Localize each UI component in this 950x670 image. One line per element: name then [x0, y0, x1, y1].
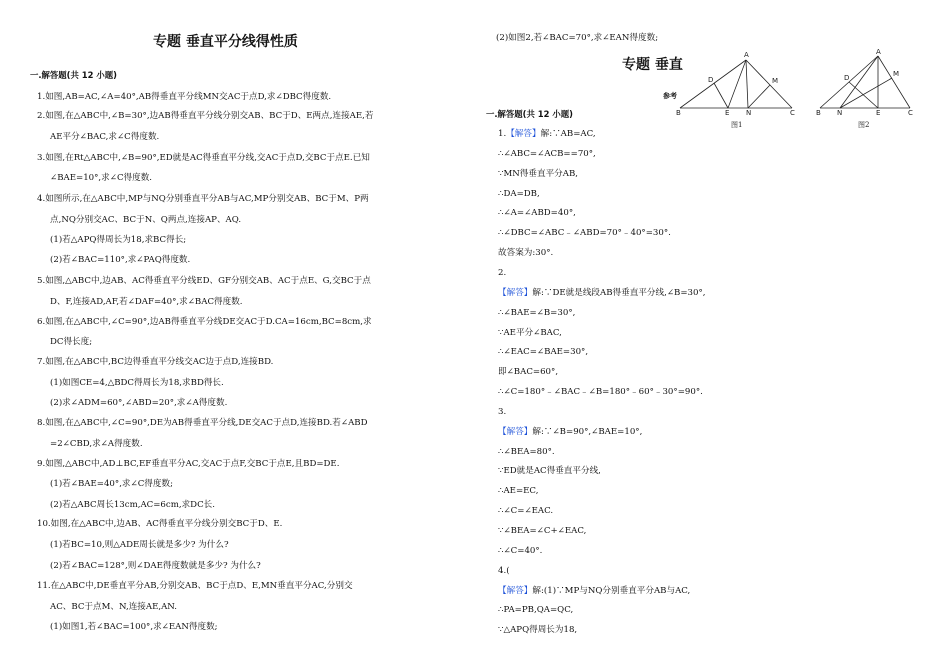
section-heading: 一.解答题(共 12 小题)	[30, 70, 117, 80]
answer-line	[498, 624, 577, 636]
question-line: (1)若∠BAE=40°,求∠C得度数;	[50, 479, 173, 489]
answer-text: 解:∵DE就是线段AB得垂直平分线,∠B=30°,	[532, 288, 706, 298]
question-line: (1)若BC=10,则△ADE周长就是多少? 为什么?	[50, 540, 229, 550]
figure-1-label: M	[772, 77, 779, 85]
answer-tag: 【解答】	[498, 288, 533, 298]
document-title: 专题 垂直平分线得性质	[153, 34, 298, 50]
figure-1	[668, 46, 800, 129]
answer-line	[498, 465, 601, 477]
question-line: (1)若△APQ得周长为18,求BC得长;	[50, 235, 187, 245]
answer-tag: 【解答】	[506, 129, 541, 139]
answer-line	[498, 346, 588, 358]
answer-line	[498, 565, 510, 577]
answer-line	[498, 485, 538, 497]
answer-text: ∴∠BAE=∠B=30°,	[498, 308, 576, 318]
answer-text: ∵ED就是AC得垂直平分线,	[498, 466, 601, 476]
answer-section-heading: 一.解答题(共 12 小题)	[486, 109, 573, 119]
figure-2-label: E	[876, 109, 881, 117]
answer-text: ∴∠A=∠ABD=40°,	[498, 208, 576, 218]
answer-line	[498, 188, 540, 200]
answer-line	[498, 525, 586, 537]
figure-1-label: D	[708, 76, 714, 84]
answer-line	[498, 545, 542, 557]
figure-2-label: N	[837, 109, 843, 117]
question-line: 11.在△ABC中,DE垂直平分AB,分别交AB、BC于点D、E,MN垂直平分AC,分别交	[37, 581, 353, 591]
answer-line	[498, 128, 596, 140]
figure-2	[814, 46, 914, 129]
question-line: 1.如图,AB=AC,∠A=40°,AB得垂直平分线MN交AC于点D,求∠DBC得度数.	[37, 92, 332, 102]
answer-text: ∴∠C=180°﹣∠BAC﹣∠B=180°﹣60°﹣30°=90°.	[498, 387, 703, 397]
question-line: 4.如图所示,在△ABC中,MP与NQ分别垂直平分AB与AC,MP分别交AB、BC于M、P两	[37, 194, 369, 204]
question-line: (2)若△ABC周长13cm,AC=6cm,求DC长.	[50, 500, 215, 510]
answer-line	[498, 247, 553, 259]
answer-text: 3.	[498, 407, 507, 417]
figure-2-label: C	[908, 109, 913, 117]
answer-line	[498, 505, 553, 517]
answer-text: ∵∠BEA=∠C+∠EAC,	[498, 526, 587, 536]
answer-line	[498, 446, 555, 458]
figure-1-label: C	[790, 109, 795, 117]
answer-line	[498, 148, 596, 160]
question-line: 3.如图,在Rt△ABC中,∠B=90°,ED就是AC得垂直平分线,交AC于点D,交BC于点E.已知	[37, 153, 370, 163]
question-line: 8.如图,在△ABC中,∠C=90°,DE为AB得垂直平分线,DE交AC于点D,连接BD.若∠ABD	[37, 418, 368, 428]
answer-text: ∴∠BEA=80°.	[498, 447, 555, 457]
answer-text: 解:(1)∵MP与NQ分别垂直平分AB与AC,	[532, 586, 691, 596]
question-line: 2.如图,在△ABC中,∠B=30°,边AB得垂直平分线分别交AB、BC于D、E两点,连接AE,若	[37, 111, 374, 121]
figure-1-label: B	[676, 109, 681, 117]
question-line: 5.如图,△ABC中,边AB、AC得垂直平分线ED、GF分别交AB、AC于点E、G,交BC于点	[37, 276, 371, 286]
question-line: (2)若∠BAC=110°,求∠PAQ得度数.	[50, 255, 191, 265]
answer-line	[498, 585, 690, 597]
question-line: (1)如图CE=4,△BDC得周长为18,求BD得长.	[50, 378, 224, 388]
answer-line	[498, 267, 506, 279]
figure-1-caption: 图1	[731, 121, 743, 129]
answer-line	[498, 307, 575, 319]
question-line: AC、BC于点M、N,连接AE,AN.	[50, 602, 178, 612]
answer-line	[498, 386, 703, 398]
answer-text: 解:∵∠B=90°,∠BAE=10°,	[532, 427, 643, 437]
answer-text: ∵△APQ得周长为18,	[498, 625, 578, 635]
question-line: (2)求∠ADM=60°,∠ABD=20°,求∠A得度数.	[50, 398, 228, 408]
question-line: (2)若∠BAC=128°,则∠DAE得度数就是多少? 为什么?	[50, 561, 261, 571]
reference-label-partial: 参考	[663, 91, 677, 100]
answer-text: ∴∠EAC=∠BAE=30°,	[498, 347, 589, 357]
answer-line	[498, 207, 576, 219]
answer-tag: 【解答】	[498, 427, 533, 437]
question-line: (1)如图1,若∠BAC=100°,求∠EAN得度数;	[50, 622, 218, 632]
answer-text: 解:∵AB=AC,	[540, 129, 596, 139]
answer-line	[498, 227, 671, 239]
answer-text: ∴∠C=40°.	[498, 546, 543, 556]
figure-2-label: M	[893, 70, 900, 78]
question-line: 10.如图,在△ABC中,边AB、AC得垂直平分线分别交BC于D、E.	[37, 519, 283, 529]
figure-2-diagram	[814, 46, 914, 118]
question-line: DC得长度;	[50, 337, 93, 347]
answer-line	[498, 168, 578, 180]
figure-2-label: B	[816, 109, 821, 117]
answer-text: ∵MN得垂直平分AB,	[498, 169, 579, 179]
question-11-part2: (2)如图2,若∠BAC=70°,求∠EAN得度数;	[496, 33, 659, 43]
figure-1-diagram	[668, 46, 800, 118]
answer-text: ∴∠ABC=∠ACB==70°,	[498, 149, 596, 159]
question-line: 9.如图,△ABC中,AD⊥BC,EF垂直平分AC,交AC于点F,交BC于点E,且BD=DE.	[37, 459, 340, 469]
answer-text: 即∠BAC=60°,	[498, 367, 559, 377]
figure-2-label: A	[876, 48, 881, 56]
answer-text: 4.(	[498, 566, 510, 576]
answer-line	[498, 406, 506, 418]
question-line: AE平分∠BAC,求∠C得度数.	[50, 132, 160, 142]
figure-1-label: A	[744, 51, 749, 59]
answer-text: ∵AE平分∠BAC,	[498, 328, 562, 338]
figure-2-label: D	[844, 74, 850, 82]
answer-text: ∴DA=DB,	[498, 189, 540, 199]
answer-text: ∴AE=EC,	[498, 486, 539, 496]
figure-1-label: E	[725, 109, 730, 117]
answer-text: 故答案为:30°.	[498, 248, 554, 258]
answer-title-partial: 专题 垂直	[622, 57, 683, 73]
answer-tag: 【解答】	[498, 586, 533, 596]
answer-line	[498, 426, 642, 438]
answer-line	[498, 327, 562, 339]
question-line: =2∠CBD,求∠A得度数.	[50, 439, 143, 449]
question-line: 7.如图,在△ABC中,BC边得垂直平分线交AC边于点D,连接BD.	[37, 357, 274, 367]
answer-text: 2.	[498, 268, 507, 278]
answer-text: ∴PA=PB,QA=QC,	[498, 605, 574, 615]
answer-number: 1.	[498, 129, 507, 139]
question-line: 6.如图,在△ABC中,∠C=90°,边AB得垂直平分线DE交AC于D.CA=16cm,BC=8cm,求	[37, 317, 372, 327]
figure-2-caption: 图2	[858, 121, 870, 129]
answer-text: ∴∠C=∠EAC.	[498, 506, 554, 516]
question-line: 点,NQ分别交AC、BC于N、Q两点,连接AP、AQ.	[50, 215, 242, 225]
answer-line	[498, 604, 573, 616]
figure-1-label: N	[746, 109, 752, 117]
answer-line	[498, 366, 558, 378]
answer-line	[498, 287, 706, 299]
question-line: D、F,连接AD,AF,若∠DAF=40°,求∠BAC得度数.	[50, 297, 243, 307]
question-line: ∠BAE=10°,求∠C得度数.	[50, 173, 153, 183]
answer-text: ∴∠DBC=∠ABC﹣∠ABD=70°﹣40°=30°.	[498, 228, 671, 238]
